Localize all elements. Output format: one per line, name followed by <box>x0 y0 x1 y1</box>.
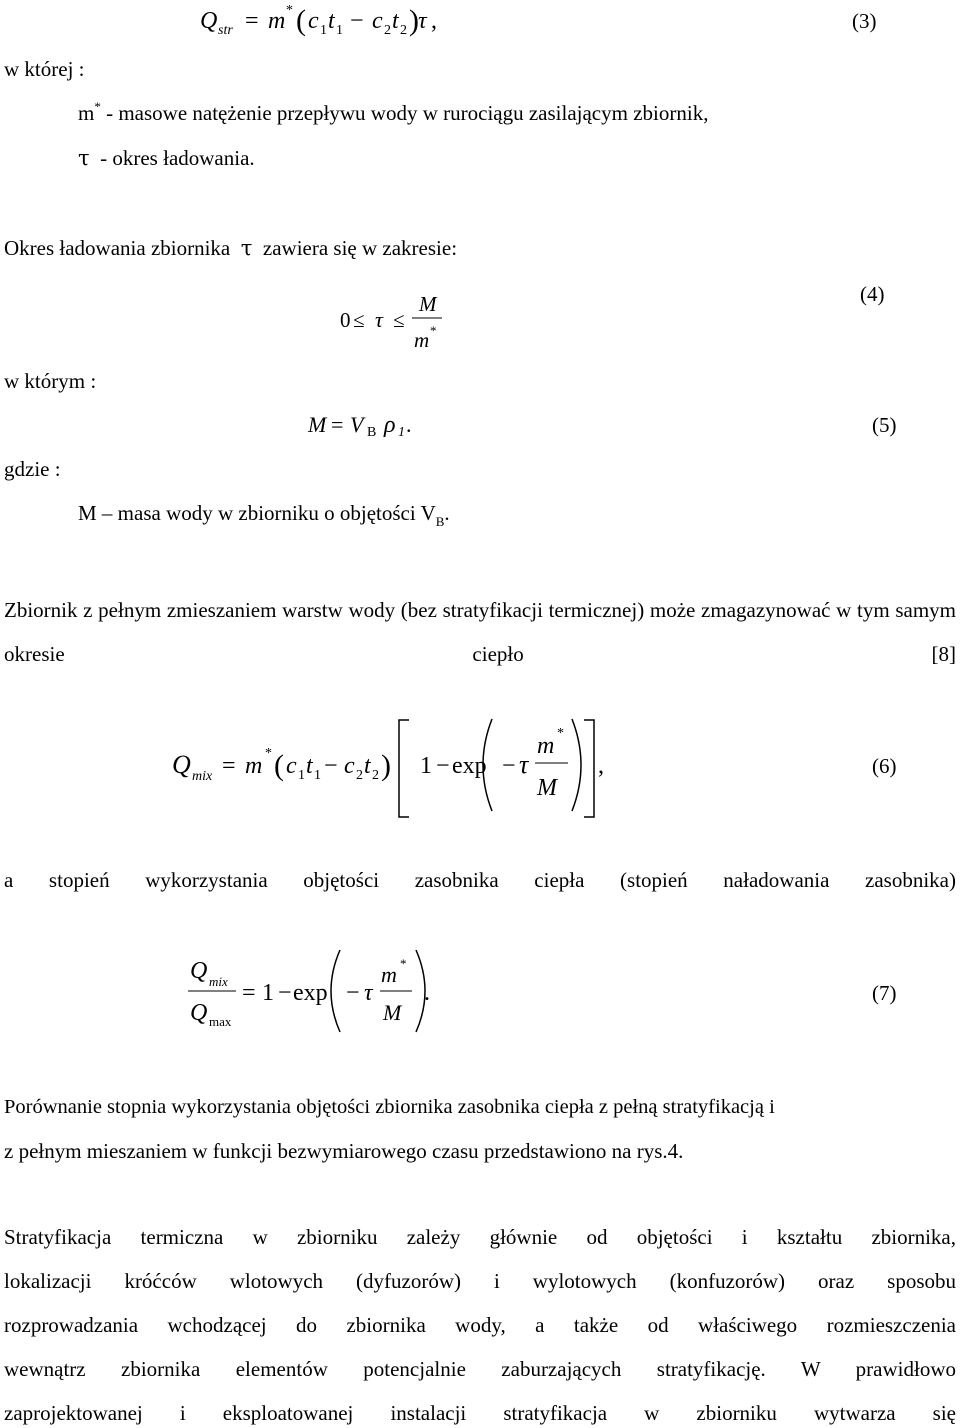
eq6-minus1: − <box>324 753 338 779</box>
eq5-rho: ρ <box>384 412 396 438</box>
eq3-tau: τ <box>418 8 427 34</box>
eq6-right-paren-big <box>572 719 581 811</box>
eq6-one: 1 <box>420 753 432 779</box>
eq7-number: (7) <box>872 981 897 1005</box>
equation-3 <box>0 0 960 50</box>
eq3-comma: , <box>431 8 437 34</box>
def-M-dot: . <box>444 501 450 525</box>
eq7-tau: τ <box>364 980 373 1006</box>
okres-before: Okres ładowania zbiornika <box>4 236 231 260</box>
eq6-t1: t <box>306 753 313 779</box>
eq6-Q: Q <box>172 750 191 779</box>
eq3-equals: = <box>245 8 259 34</box>
eq7-minus1: − <box>278 980 292 1006</box>
eq3-rparen: ) <box>409 4 419 37</box>
eq3-c1-sub: 1 <box>320 23 327 38</box>
okres-tau: τ <box>240 236 253 260</box>
eq6-t2: t <box>364 753 371 779</box>
eq7-Q-numerator: Q <box>190 958 208 984</box>
eq7-Q-denominator: Q <box>190 1000 208 1026</box>
eq3-t1: t <box>328 8 335 34</box>
eq7-numerator-star: * <box>400 956 407 971</box>
eq6-minus2: − <box>436 753 450 779</box>
eq5-V: V <box>350 412 364 437</box>
eq6-c1: c <box>286 753 297 779</box>
eq7-denominator: M <box>383 1000 402 1025</box>
eq5-number: (5) <box>872 413 897 437</box>
eq6-c1-sub: 1 <box>298 768 305 783</box>
eq7-exp: exp <box>293 980 328 1006</box>
paragraph-stopien-wykorzystania: a stopień wykorzystania objętości zasobnika ciepła (stopień naładowania zasobnika) <box>4 868 956 892</box>
paragraph-stratyfikacja-line-2: lokalizacji króćców wlotowych (dyfuzorów) i wylotowych (konfuzorów) oraz sposobu <box>4 1269 956 1293</box>
eq6-sub-mix: mix <box>192 769 213 784</box>
eq3-c1: c <box>308 8 319 34</box>
eq5-sub-1: 1 <box>398 425 405 440</box>
eq6-t1-sub: 1 <box>314 768 321 783</box>
def-M-text: M – masa wody w zbiorniku o objętości V <box>78 501 436 525</box>
eq5-M: M <box>308 412 327 437</box>
eq4-number: (4) <box>860 282 885 306</box>
text-w-ktorej: w której : <box>4 57 85 81</box>
eq3-m: m <box>268 8 286 34</box>
eq6-exp: exp <box>452 753 487 779</box>
eq6-equals: = <box>222 753 236 779</box>
definition-m-star <box>78 100 708 129</box>
equation-7 <box>0 944 960 1034</box>
eq3-Q: Q <box>200 8 218 34</box>
paragraph-stratyfikacja-line-3: rozprowadzania wchodzącej do zbiornika wody, a także od właściwego rozmieszczenia <box>4 1313 956 1337</box>
eq6-minus3: − <box>502 753 516 779</box>
definition-tau <box>78 145 255 171</box>
eq6-c2-sub: 2 <box>356 768 363 783</box>
eq6-tau: τ <box>519 750 529 779</box>
eq7-minus2: − <box>346 980 360 1006</box>
eq4-tau: τ <box>375 307 383 332</box>
eq6-numerator-star: * <box>557 726 564 741</box>
paragraph-stratyfikacja-line-5: zaprojektowanej i eksploatowanej instalacji stratyfikacja w zbiorniku wytwarza się <box>4 1401 956 1425</box>
def-m-symbol: m <box>78 101 95 125</box>
eq4-le2: ≤ <box>393 308 405 332</box>
eq3-lparen: ( <box>296 4 306 37</box>
text-gdzie: gdzie : <box>4 457 61 481</box>
eq4-denominator-m: m <box>414 328 430 352</box>
eq3-minus: − <box>350 8 364 34</box>
paragraph-porownanie-line-1: Porównanie stopnia wykorzystania objętości zbiornika zasobnika ciepła z pełną stratyfikacją i <box>4 1096 775 1118</box>
okres-after: zawiera się w zakresie: <box>262 236 458 260</box>
eq5-sub-B: B <box>367 425 377 440</box>
eq7-sub-max: max <box>209 1014 232 1029</box>
eq6-star: * <box>265 746 272 761</box>
paragraph-stratyfikacja-line-1: Stratyfikacja termiczna w zbiorniku zależy głównie od objętości i kształtu zbiornika, <box>4 1225 956 1249</box>
eq3-t2: t <box>392 8 399 34</box>
eq7-one: 1 <box>262 980 274 1006</box>
eq6-number: (6) <box>872 754 897 778</box>
eq6-rparen: ) <box>381 749 391 782</box>
eq3-t1-sub: 1 <box>336 23 343 38</box>
eq3-sub-str: str <box>218 23 233 38</box>
eq6-right-bracket <box>584 720 594 817</box>
eq6-c2: c <box>344 753 355 779</box>
eq6-t2-sub: 2 <box>372 768 379 783</box>
eq4-le1: ≤ <box>353 308 365 332</box>
paragraph-zbiornik-pelne-zmieszanie: Zbiornik z pełnym zmieszaniem warstw wody (bez stratyfikacji termicznej) może zmagazynować w tym samym okresie ciepło [8] <box>4 598 956 666</box>
equation-6 <box>0 705 960 825</box>
eq3-c2-sub: 2 <box>384 23 391 38</box>
eq4-numerator: M <box>419 292 437 316</box>
eq3-star: * <box>286 3 293 18</box>
eq5-dot: . <box>406 412 412 437</box>
paragraph-stratyfikacja-line-4: wewnątrz zbiornika elementów potencjalnie zaburzających stratyfikację. W prawidłowo <box>4 1357 956 1381</box>
eq6-left-bracket <box>399 720 409 817</box>
eq6-comma: , <box>598 753 604 779</box>
def-tau-symbol: τ <box>78 146 90 170</box>
eq3-t2-sub: 2 <box>400 23 407 38</box>
eq4-denominator-star: * <box>430 323 437 338</box>
def-m-description: - masowe natężenie przepływu wody w rurociągu zasilającym zbiornik, <box>106 101 709 125</box>
eq7-left-paren <box>331 950 340 1032</box>
eq4-zero: 0 <box>340 308 351 332</box>
eq6-lparen: ( <box>274 749 284 782</box>
eq3-number: (3) <box>852 9 877 33</box>
def-M-sub-B: B <box>435 514 445 529</box>
eq6-numerator-m: m <box>537 733 555 759</box>
eq7-sub-mix: mix <box>209 974 228 989</box>
eq6-denominator: M <box>537 775 557 801</box>
def-tau-description: - okres ładowania. <box>100 146 255 170</box>
text-w-ktorym: w którym : <box>4 369 97 393</box>
eq3-c2: c <box>372 8 383 34</box>
eq7-equals: = <box>242 980 256 1006</box>
def-m-star: * <box>94 99 101 114</box>
equation-4 <box>0 282 960 365</box>
eq7-dot: . <box>424 980 430 1006</box>
eq5-equals: = <box>331 412 344 437</box>
eq7-numerator-m: m <box>381 962 397 987</box>
eq6-m: m <box>245 753 263 779</box>
definition-M <box>78 500 450 529</box>
equation-5 <box>0 408 960 448</box>
sentence-okres-ladowania <box>4 235 457 261</box>
paragraph-porownanie-line-2: z pełnym mieszaniem w funkcji bezwymiarowego czasu przedstawiono na rys.4. <box>4 1139 684 1163</box>
